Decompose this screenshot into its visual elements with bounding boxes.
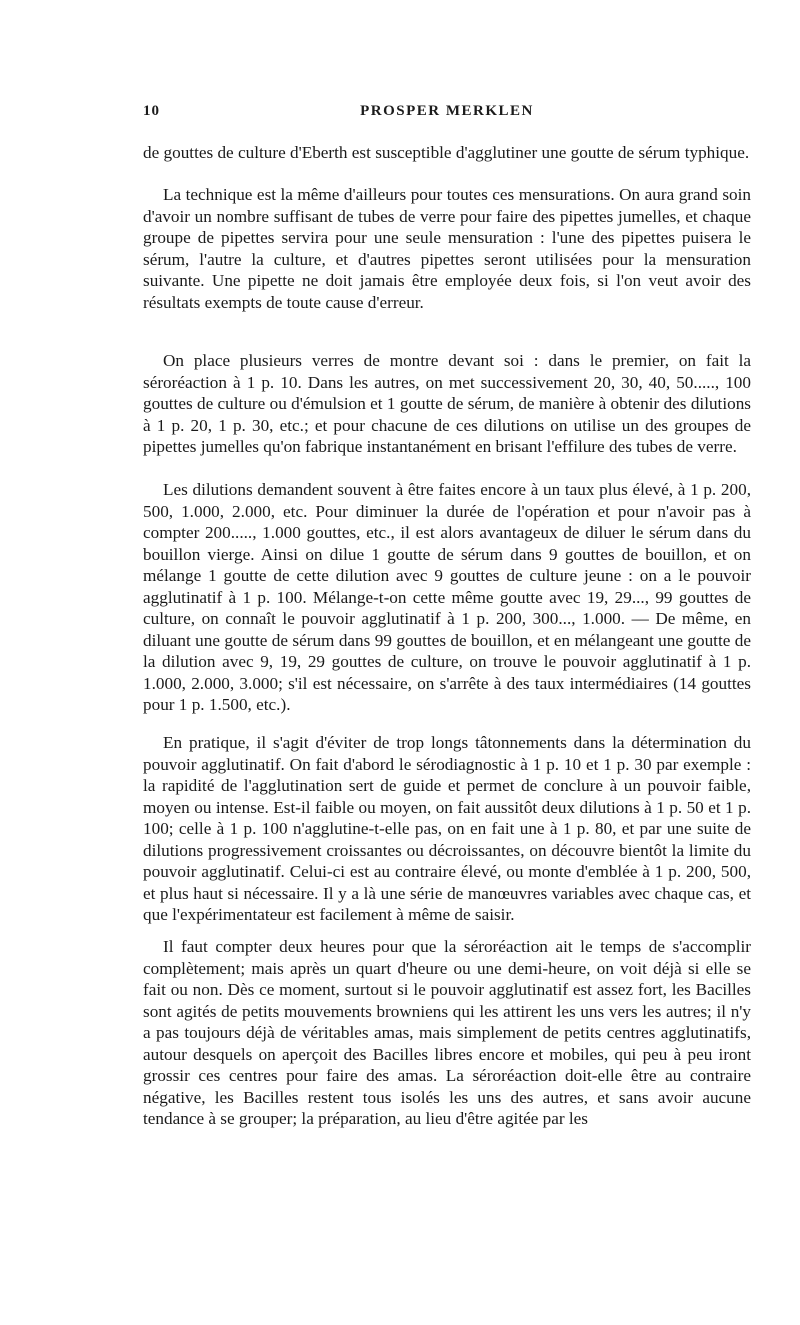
running-head: PROSPER MERKLEN [360, 103, 534, 119]
paragraph-pratique: En pratique, il s'agit d'éviter de trop longs tâtonnements dans la détermination du pouvoir agglutinatif. On fait d'abord le sérodiagnostic à 1 p. 10 et 1 p. 30 par exemple : la rapidité de l'agglutination sert de guide et permet de conclure à un pouvoir faible, moyen ou intense. Est-il faible ou moyen, on fait aussitôt deux dilutions à 1 p. 50 et 1 p. 100; celle à 1 p. 100 n'agglutine-t-elle pas, on en fait une à 1 p. 80, et par une suite de dilutions progressivement croissantes ou décroissantes, on découvre bientôt la limite du pouvoir agglutinatif. Celui-ci est au contraire élevé, ou monte d'emblée à 1 p. 200, 500, et plus haut si nécessaire. Il y a là une série de manœuvres variables avec chaque cas, et que l'expérimentateur est facilement à même de saisir. [143, 733, 751, 924]
paragraph-technique: La technique est la même d'ailleurs pour toutes ces mensurations. On aura grand soin d'avoir un nombre suffisant de tubes de verre pour faire des pipettes jumelles, et chaque groupe de pipettes servira pour une seule mensuration : l'une des pipettes puisera le sérum, l'autre la culture, et d'autres pipettes seront utilisées pour la mensuration suivante. Une pipette ne doit jamais être employée deux fois, si l'on veut avoir des résultats exempts de toute cause d'erreur. [143, 185, 751, 312]
paragraph-verres-de-montre: On place plusieurs verres de montre devant soi : dans le premier, on fait la séroréaction à 1 p. 10. Dans les autres, on met successivement 20, 30, 40, 50....., 100 gouttes de culture ou d'émulsion et 1 goutte de sérum, de manière à obtenir des dilutions à 1 p. 20, 1 p. 30, etc.; et pour chacune de ces dilutions on utilise un des groupes de pipettes jumelles qu'on fabrique instantanément en brisant l'effilure des tubes de verre. [143, 351, 751, 456]
paragraph-dilutions: Les dilutions demandent souvent à être faites encore à un taux plus élevé, à 1 p. 200, 500, 1.000, 2.000, etc. Pour diminuer la durée de l'opération et pour n'avoir pas à compter 200....., 1.000 gouttes, etc., il est alors avantageux de diluer le sérum dans du bouillon vierge. Ainsi on dilue 1 goutte de sérum dans 9 gouttes de bouillon, et on mélange 1 goutte de cette dilution avec 9 gouttes de culture jeune : on a le pouvoir agglutinatif à 1 p. 100. Mélange-t-on cette même goutte avec 19, 29..., 99 gouttes de culture, on connaît le pouvoir agglutinatif à 1 p. 200, 300..., 1.000. — De même, en diluant une goutte de sérum dans 99 gouttes de bouillon, et en mélangeant une goutte de la dilution avec 9, 19, 29 gouttes de culture, on trouve le pouvoir agglutinatif à 1 p. 1.000, 2.000, 3.000; s'il est nécessaire, on s'arrête à des taux intermédiaires (14 gouttes pour 1 p. 1.500, etc.). [143, 480, 751, 714]
paragraph-continuation: de gouttes de culture d'Eberth est susceptible d'agglutiner une goutte de sérum typhique. [143, 143, 750, 162]
paragraph-duree: Il faut compter deux heures pour que la séroréaction ait le temps de s'accomplir complètement; mais après un quart d'heure ou une demi-heure, on voit déjà si elle se fait ou non. Dès ce moment, surtout si le pouvoir agglutinatif est assez fort, les Bacilles sont agités de petits mouvements browniens qui les attirent les uns vers les autres; il n'y a pas toujours déjà de véritables amas, mais simplement de petits centres agglutinatifs, autour desquels on aperçoit des Bacilles libres encore et mobiles, qui peu à peu iront grossir ces centres pour faire des amas. La séroréaction doit-elle être au contraire négative, les Bacilles restent tous isolés les uns des autres, et sans avoir aucune tendance à se grouper; la préparation, au lieu d'être agitée par les [143, 937, 751, 1128]
page-number: 10 [143, 103, 160, 119]
page-header [143, 103, 751, 127]
